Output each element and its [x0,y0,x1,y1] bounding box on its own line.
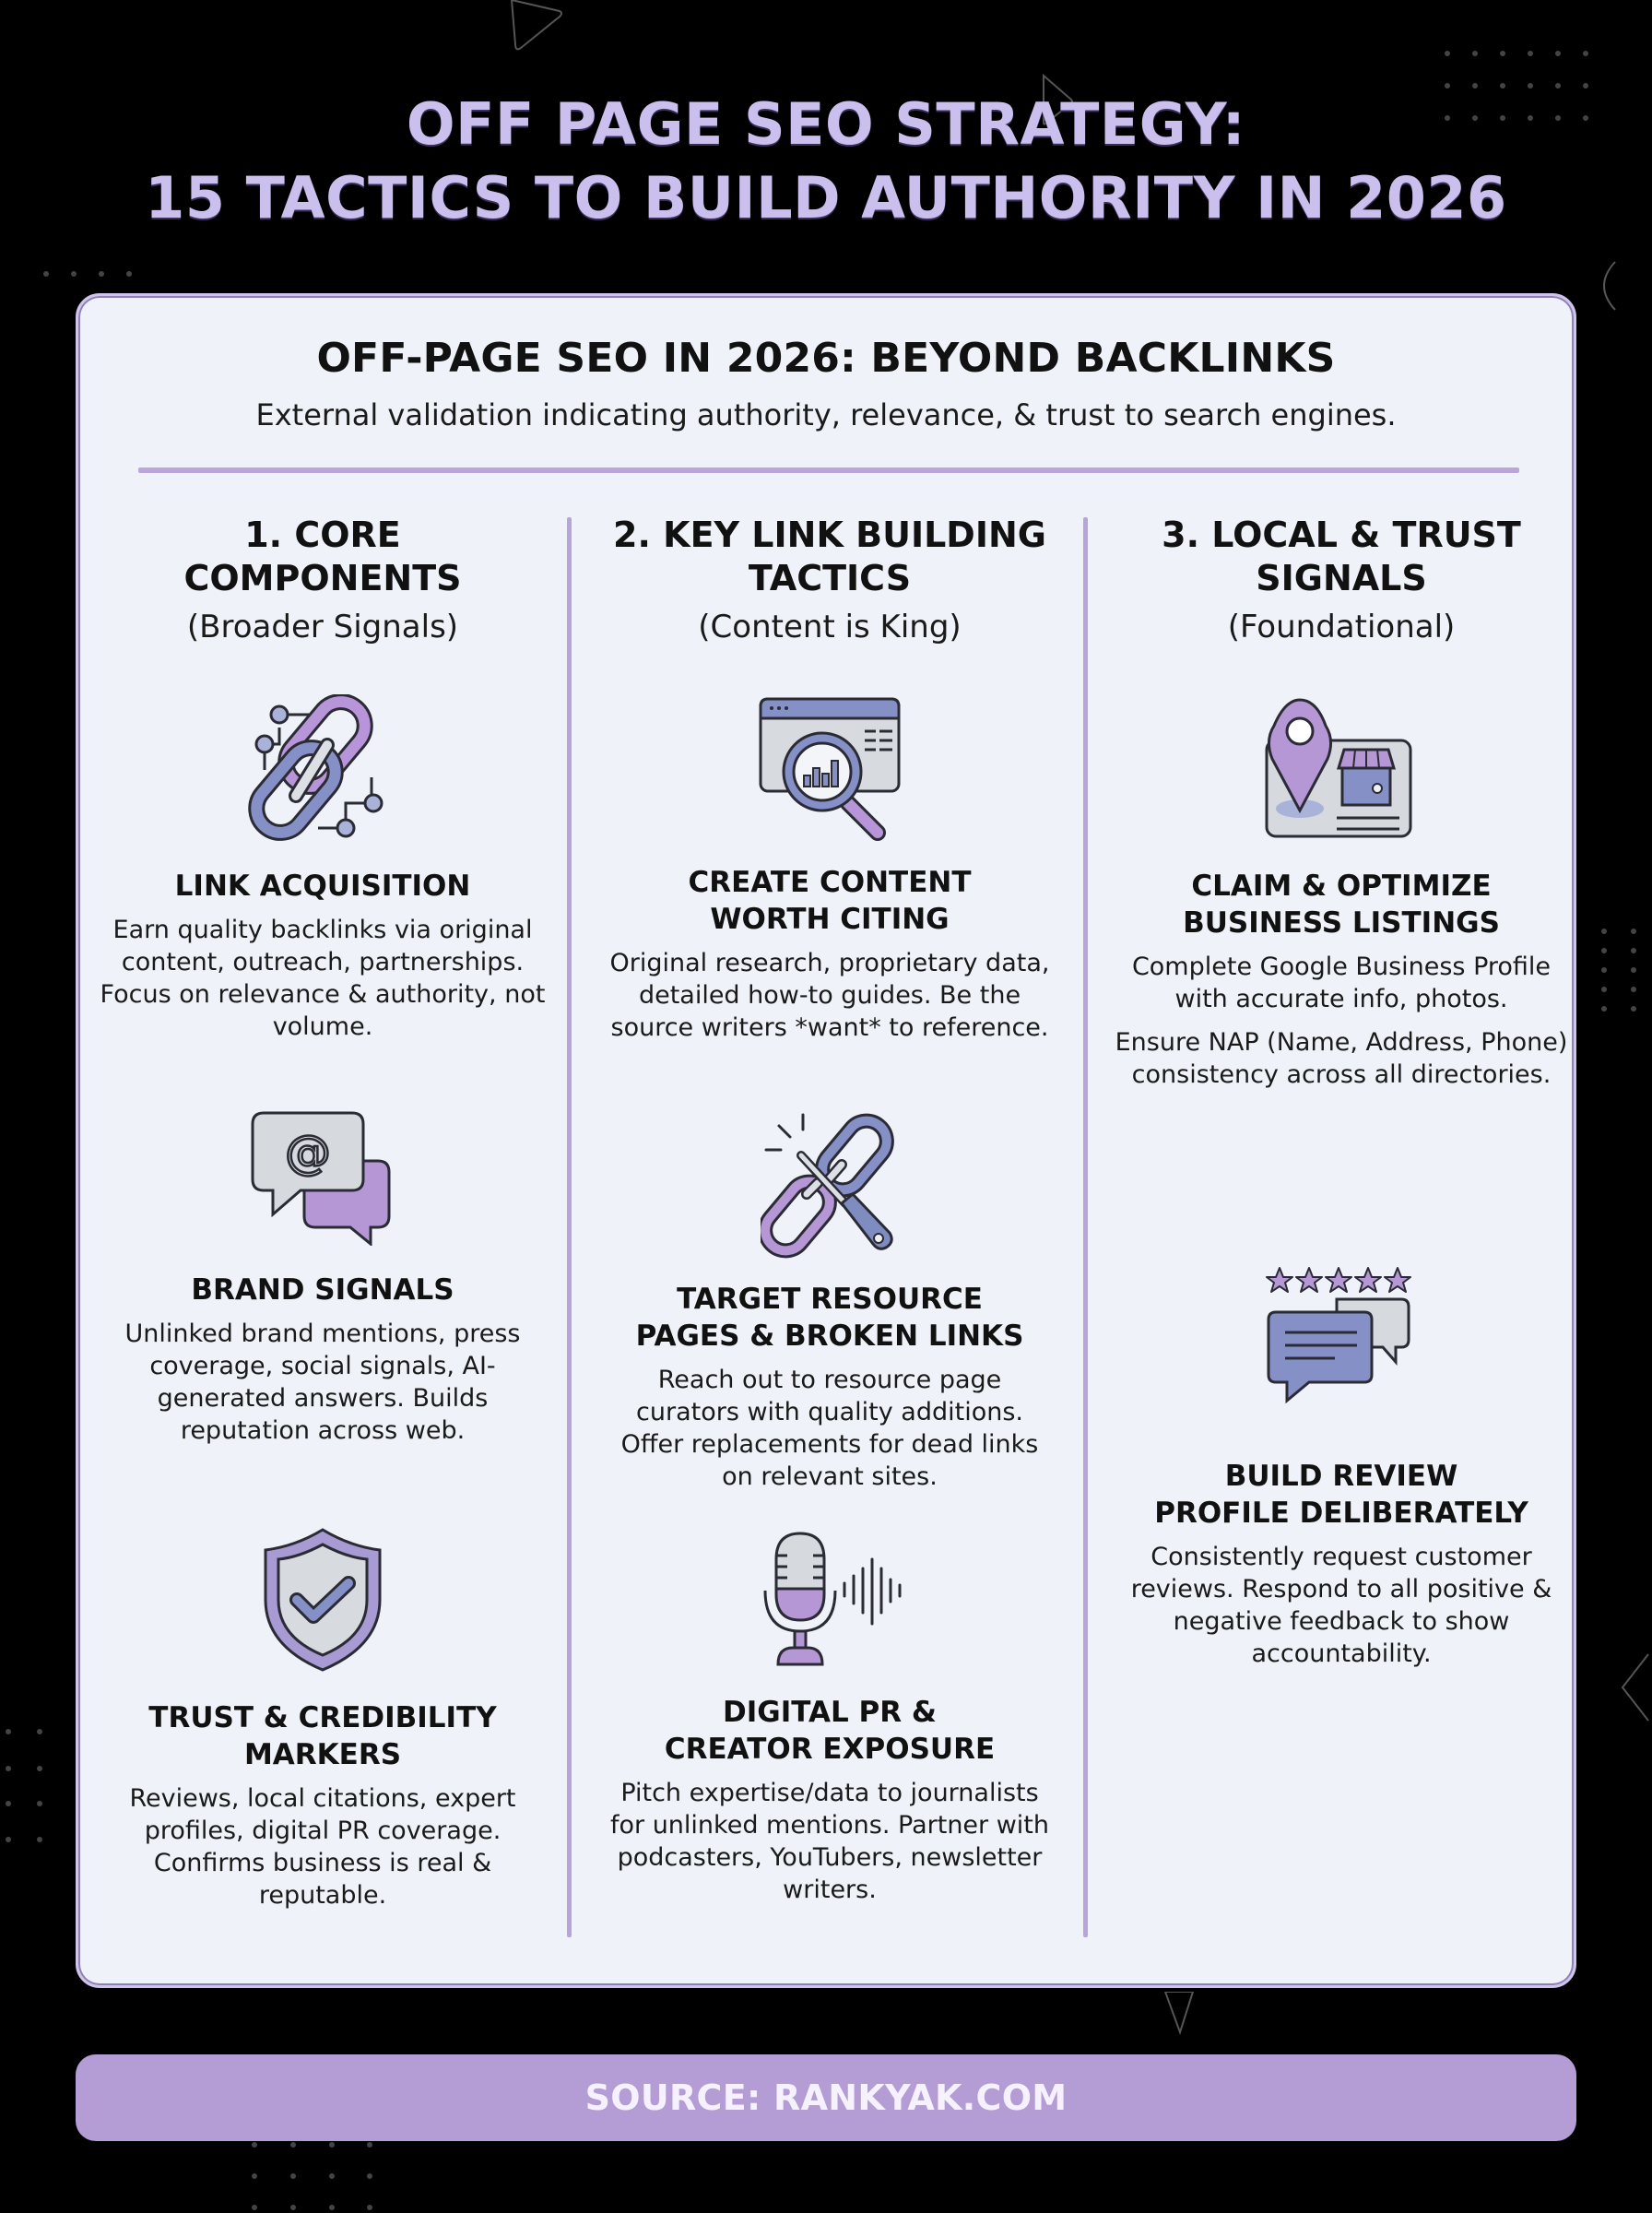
tactic-title [590,1694,1069,1768]
tactic-title [1102,1458,1581,1532]
tactic-title-line: MARKERS [243,1738,402,1771]
column-key-link-building [590,514,1069,1952]
tactic-title-line: CREATOR EXPOSURE [664,1733,996,1766]
tactic-title-line: TRUST & CREDIBILITY [148,1701,497,1734]
card-title: OFF-PAGE SEO IN 2026: BEYOND BACKLINKS [316,335,1336,382]
tactic-title-line: LINK ACQUISITION [174,870,471,903]
tactic-title [83,1272,562,1308]
tactic-business-listings [1102,694,1581,1091]
tactic-create-content [590,694,1069,1044]
tactic-title-line: PAGES & BROKEN LINKS [635,1320,1024,1353]
tactic-title-line: WORTH CITING [710,903,950,936]
triangle-outline-icon [502,0,567,55]
tactic-title-line: BRAND SIGNALS [191,1273,454,1307]
column-heading-line: 2. KEY LINK BUILDING [613,515,1046,555]
column-core-components [83,514,562,1952]
arc-outline-icon [1587,258,1624,314]
infographic-title [0,88,1652,235]
tactic-description: Reach out to resource page curators with quality additions. Offer replacements for dead links on relevant sites. [620,1366,1039,1491]
dot-grid-icon [249,2136,378,2213]
tactic-link-acquisition [83,694,562,1043]
column-subheading: (Foundational) [1227,609,1456,645]
tactic-description: Pitch expertise/data to journalists for unlinked mentions. Partner with podcasters, YouTubers, newsletter writers. [609,1779,1050,1904]
title-line-1: OFF PAGE SEO STRATEGY: [406,90,1246,158]
column-heading-line: 1. CORE [244,515,401,555]
column-heading-line: COMPONENTS [183,558,462,598]
chain-link-network-icon [244,694,401,842]
tactic-review-profile [1102,1266,1581,1670]
tactic-title-line: BUSINESS LISTINGS [1183,906,1500,940]
tactic-description: Earn quality backlinks via original content, outreach, partnerships. Focus on relevance & authority, not volume. [100,916,546,1041]
tactic-title [83,868,562,905]
source-text: SOURCE: RANKYAK.COM [584,2077,1068,2118]
tactic-title-line: PROFILE DELIBERATELY [1154,1497,1528,1530]
tactic-title [590,1281,1069,1355]
tactic-description: Reviews, local citations, expert profiles, digital PR coverage. Confirms business is real & reputable. [129,1784,516,1910]
column-divider [567,517,572,1937]
tactic-title [83,1699,562,1773]
column-subheading: (Broader Signals) [186,609,459,645]
map-pin-storefront-icon [1263,694,1420,842]
tactic-trust-credibility [83,1526,562,1911]
svg-text:@: @ [285,1126,331,1179]
tactic-digital-pr [590,1528,1069,1906]
dot-grid-icon [0,1724,55,1853]
card-subtitle: External validation indicating authority, relevance, & trust to search engines. [255,397,1397,432]
tactic-description: Complete Google Business Profile with accurate info, photos. [1131,953,1552,1013]
column-local-trust [1102,514,1581,1952]
tactic-title-line: TARGET RESOURCE [677,1283,983,1316]
dot-grid-icon [37,260,166,288]
column-heading [590,514,1069,600]
tactic-title-line: CREATE CONTENT [688,866,972,899]
tactic-resource-pages [590,1111,1069,1493]
tactic-title-line: BUILD REVIEW [1224,1460,1458,1493]
star-rating-chat-icon [1263,1266,1420,1414]
horizontal-divider [138,467,1519,473]
microphone-soundwave-icon [756,1528,903,1666]
content-card [76,293,1576,1988]
tactic-description: Unlinked brand mentions, press coverage, social signals, AI-generated answers. Builds reputation across web. [124,1320,521,1445]
tactic-title-line: CLAIM & OPTIMIZE [1191,870,1492,903]
tactic-description: Original research, proprietary data, detailed how-to guides. Be the source writers *want* to reference. [609,949,1050,1042]
column-heading [83,514,562,600]
title-line-2: 15 TACTICS TO BUILD AUTHORITY IN 2026 [145,164,1507,231]
column-heading-line: SIGNALS [1256,558,1427,598]
browser-magnifier-chart-icon [756,694,903,842]
triangle-outline-icon [1162,1992,1198,2038]
tactic-description-2: Ensure NAP (Name, Address, Phone) consistency across all directories. [1115,1028,1568,1089]
triangle-outline-icon [1615,1651,1652,1724]
tactic-title [590,864,1069,938]
at-sign-chat-icon [249,1107,396,1246]
tactic-brand-signals [83,1107,562,1447]
column-heading-line: 3. LOCAL & TRUST [1162,515,1521,555]
column-subheading: (Content is King) [698,609,962,645]
dot-grid-icon [1595,924,1652,1025]
tactic-description: Consistently request customer reviews. Respond to all positive & negative feedback to show accountability. [1130,1543,1552,1668]
tactic-title-line: DIGITAL PR & [723,1696,937,1729]
column-heading-line: TACTICS [748,558,912,598]
tactic-title [1102,868,1581,941]
column-heading [1102,514,1581,600]
source-banner [76,2054,1576,2141]
broken-link-screwdriver-icon [761,1111,899,1259]
column-divider [1083,517,1088,1937]
shield-check-icon [258,1526,387,1674]
